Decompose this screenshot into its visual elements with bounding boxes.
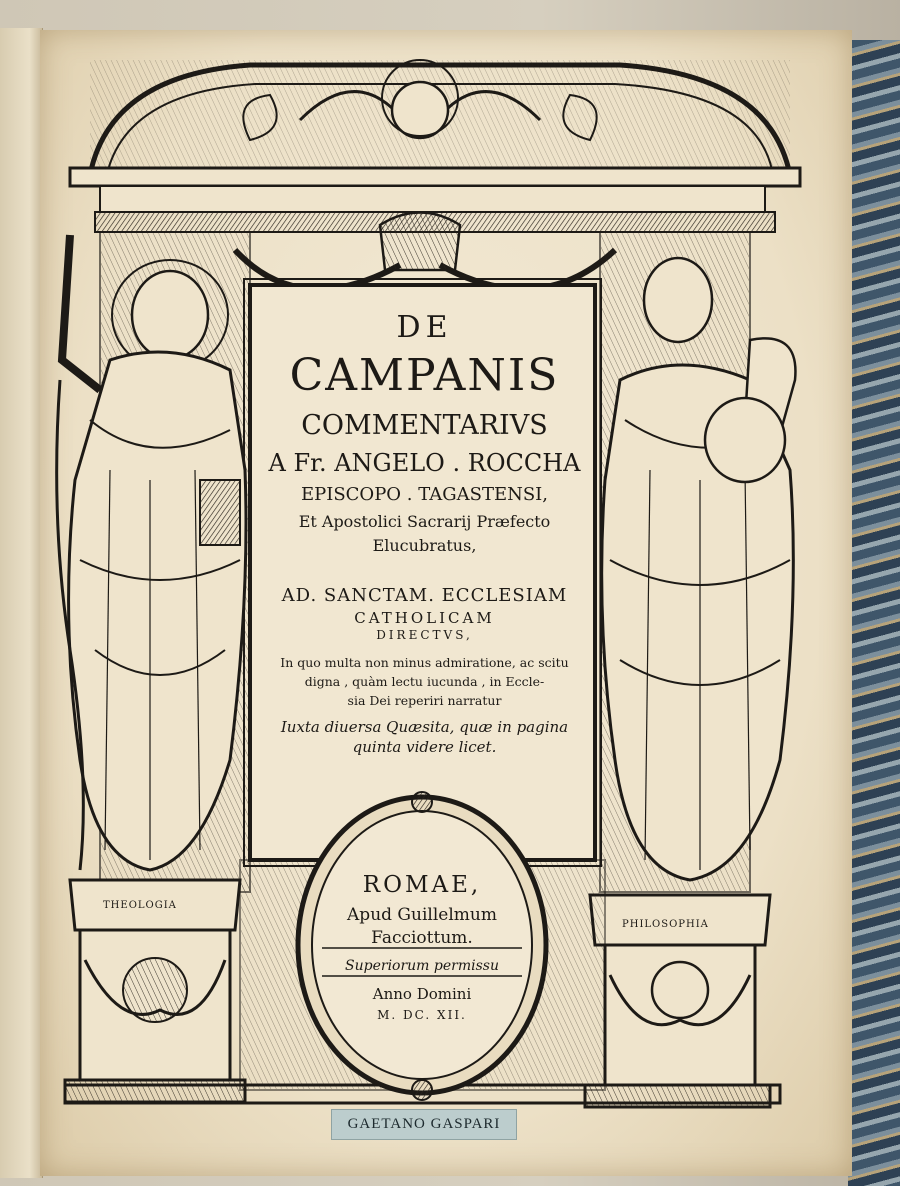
title-campanis: CAMPANIS	[289, 350, 560, 401]
apostolici-line: Et Apostolici Sacrarij Præfecto	[298, 512, 551, 531]
elucubratus-line: Elucubratus,	[372, 536, 477, 555]
title-de: DE	[396, 310, 453, 345]
imprint-anno: Anno Domini	[372, 985, 472, 1003]
catholicam-line: CATHOLICAM	[354, 609, 495, 627]
imprint-apud: Apud Guillelmum	[347, 905, 497, 925]
description-line: digna , quàm lectu iucunda , in Eccle-	[304, 674, 545, 689]
imprint-city: ROMAE,	[362, 872, 482, 898]
iuxta-line: Iuxta diuersa Quæsita, quæ in pagina	[280, 718, 569, 736]
iuxta-line: quinta videre licet.	[352, 738, 497, 756]
imprint-permission: Superiorum permissu	[345, 958, 499, 974]
pedestal-label-theologia: THEOLOGIA	[103, 900, 177, 911]
title-commentarius: COMMENTARIVS	[301, 410, 548, 441]
pedestal-label-philosophia: PHILOSOPHIA	[622, 919, 709, 930]
library-stamp-label: GAETANO GASPARI	[331, 1109, 517, 1140]
description-line: sia Dei reperiri narratur	[347, 693, 502, 708]
author-line: A Fr. ANGELO . ROCCHA	[268, 449, 581, 477]
imprint-date: M. DC. XII.	[377, 1008, 467, 1022]
description-line: In quo multa non minus admiratione, ac scitu	[280, 655, 569, 670]
imprint-printer: Facciottum.	[371, 928, 473, 948]
ad-sanctam-line: AD. SANCTAM. ECCLESIAM	[281, 585, 568, 606]
episcopo-line: EPISCOPO . TAGASTENSI,	[300, 484, 549, 505]
directus-line: DIRECTVS,	[376, 628, 473, 642]
